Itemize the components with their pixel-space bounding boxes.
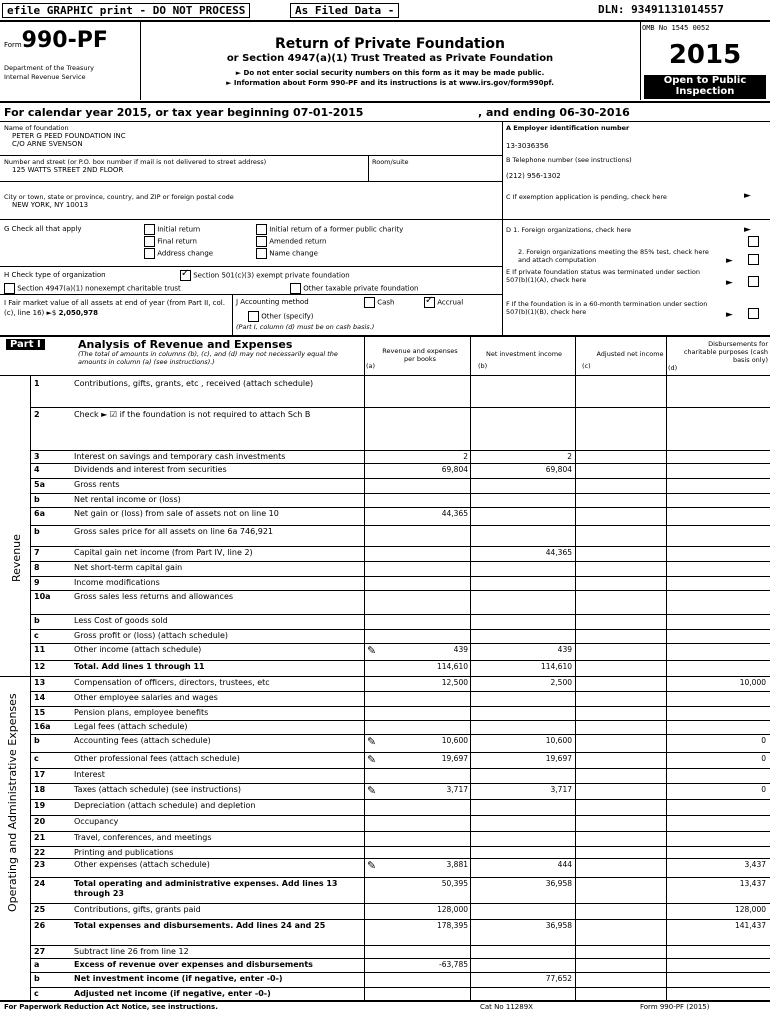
f-checkbox[interactable] [748,308,759,319]
room-label: Room/suite [372,158,409,166]
line-description: Adjusted net income (if negative, enter -0-) [74,989,271,998]
line-number: 7 [34,548,40,557]
row-rule [30,958,770,959]
col-d-letter: (d) [668,364,678,372]
line-description: Depreciation (attach schedule) and depletion [74,801,256,810]
col-a-value: 3,881 [446,860,468,869]
arrow-icon: ► [726,278,733,288]
dln-label: DLN: 93491131014557 [598,3,724,16]
info-note: ► Information about Form 990-PF and its instructions is at www.irs.gov/form990pf. [226,79,554,87]
calendar-rule [0,121,770,122]
col-b-value: 44,365 [545,548,572,557]
col-b-value: 10,600 [545,736,572,745]
col-b-value: 2 [567,452,572,461]
line-number: 25 [34,905,46,914]
col-b-value: 19,697 [545,754,572,763]
filed-label: As Filed Data - [290,3,399,18]
footer-paperwork: For Paperwork Reduction Act Notice, see instructions. [4,1003,218,1011]
col-b-value: 36,958 [545,879,572,888]
form-number-text: 990-PF [21,28,108,53]
line-number: 18 [34,785,46,794]
j-label: J Accounting method [236,298,309,306]
row-rule [30,783,770,784]
fmv-value: 2,050,978 [58,309,98,317]
line-number: 20 [34,817,46,826]
footer-cat: Cat No 11289X [480,1003,533,1011]
col-a-value: 114,610 [436,662,468,671]
col-a-value: 10,600 [441,736,468,745]
line-description: Accounting fees (attach schedule) [74,736,211,745]
arrow-icon: ► [744,191,751,201]
footer-form: Form 990-PF (2015) [640,1003,710,1011]
cash-label: Cash [377,298,395,307]
row-rule [30,463,770,464]
line-description: Dividends and interest from securities [74,465,227,474]
col-a-value: 19,697 [441,754,468,763]
checkbox-icon[interactable] [248,311,259,322]
irs-label: Internal Revenue Service [4,73,86,81]
line-description: Total operating and administrative expenses. Add lines 13 through 23 [74,879,338,898]
initial-former-check[interactable] [256,224,403,235]
name-change-check[interactable] [256,248,318,259]
line-description: Gross rents [74,480,120,489]
line-number: 26 [34,921,46,930]
line-description: Other employee salaries and wages [74,693,218,702]
row-rule [30,576,770,577]
other-method-check[interactable] [248,311,313,322]
cash-check[interactable] [364,297,395,308]
arrow-icon: ► [744,225,751,235]
f-label: F If the foundation is in a 60-month termination under section 507(b)(1)(B), check here [506,300,708,316]
rule [0,181,502,182]
row-rule [30,546,770,547]
accrual-check[interactable] [424,297,463,308]
line-description: Taxes (attach schedule) (see instructions) [74,785,241,794]
arrow-icon: ► [726,256,733,266]
row-rule [30,660,770,661]
rule [364,335,365,1000]
line-number: 17 [34,770,46,779]
line-number: 8 [34,563,40,572]
arrow-icon: ► [726,310,733,320]
h-501c3-check[interactable] [180,270,350,281]
line-description: Less Cost of goods sold [74,616,168,625]
line-number: 16a [34,722,51,731]
line-description: Income modifications [74,578,160,587]
part-tag: Part I [6,339,45,350]
checkbox-checked-icon[interactable] [424,297,435,308]
line-description: Other expenses (attach schedule) [74,860,210,869]
row-rule [30,629,770,630]
line-description: Contributions, gifts, grants, etc , received (attach schedule) [74,379,314,388]
line-number: b [34,527,40,536]
h-4947-check[interactable] [4,283,181,294]
row-rule [30,450,770,451]
line-description: Net gain or (loss) from sale of assets not on line 10 [74,509,279,518]
row-rule [30,799,770,800]
calendar-ending: , and ending 06-30-2016 [478,106,630,119]
line-number: 12 [34,662,46,671]
line-number: 11 [34,645,46,654]
part-title: Analysis of Revenue and Expenses [78,338,293,351]
col-d-value: 13,437 [739,879,766,888]
line-description: Legal fees (attach schedule) [74,722,188,731]
line-description: Net investment income (if negative, enter -0-) [74,974,283,983]
line-number: c [34,989,39,998]
col-d-value: 141,437 [734,921,766,930]
line-number: b [34,736,40,745]
line-number: c [34,754,39,763]
row-rule [30,734,770,735]
rule [0,266,502,267]
e-checkbox[interactable] [748,276,759,287]
attachment-icon[interactable]: ✎ [367,644,377,657]
row-rule [30,493,770,494]
rule [575,335,576,1000]
phone-label: B Telephone number (see instructions) [506,156,632,164]
col-a-value: 439 [453,645,468,654]
row-rule [30,720,770,721]
tax-year: 2015 [668,40,742,70]
checkbox-icon[interactable] [748,254,759,265]
initial-return-label: Initial return [157,225,201,234]
rule [0,155,502,156]
address-change-check[interactable] [144,248,213,259]
col-b-value: 69,804 [545,465,572,474]
form-word: Form [4,41,22,49]
line-number: 10a [34,592,51,601]
col-d-value: 128,000 [734,905,766,914]
d2-label: 2. Foreign organizations meeting the 85% test, check here and attach computation [518,248,709,264]
row-rule [30,972,770,973]
row-rule [30,945,770,946]
row-rule [30,831,770,832]
checkbox-icon[interactable] [290,283,301,294]
initial-former-label: Initial return of a former public charity [269,225,404,234]
line-number: 22 [34,848,46,857]
row-rule [30,643,770,644]
line-description: Gross profit or (loss) (attach schedule) [74,631,229,640]
form-title: Return of Private Foundation [275,36,505,52]
row-rule [30,590,770,591]
rule [0,219,770,220]
checkbox-icon[interactable] [748,276,759,287]
line-number: b [34,495,40,504]
line-number: b [34,616,40,625]
d1-checkbox[interactable] [748,236,759,247]
street-label: Number and street (or P.O. box number if mail is not delivered to street address) [4,158,267,166]
checkbox-icon[interactable] [748,236,759,247]
col-a-value: 3,717 [446,785,468,794]
line-number: c [34,631,39,640]
col-b-letter: (b) [478,362,488,370]
initial-return-check[interactable] [144,224,200,235]
line-description: Net rental income or (loss) [74,495,181,504]
attachment-icon[interactable]: ✎ [367,735,377,748]
row-rule [30,846,770,847]
row-rule [30,478,770,479]
row-rule [30,903,770,904]
i-label [4,298,229,318]
phone-value: (212) 956-1302 [506,172,561,180]
col-a-value: 44,365 [441,509,468,518]
col-b-value: 2,500 [550,678,572,687]
rule [232,294,233,335]
col-c-letter: (c) [582,362,591,370]
rule [0,375,770,376]
checkbox-checked-icon[interactable] [180,270,191,281]
col-d-value: 3,437 [744,860,766,869]
col-a-value: 2 [463,452,468,461]
line-description: Gross sales price for all assets on line 6a 746,921 [74,527,274,536]
col-d-value: 0 [761,785,766,794]
row-rule [30,815,770,816]
line-number: 4 [34,465,40,474]
line-number: 9 [34,578,40,587]
name-change-label: Name change [269,249,318,258]
line-number: 3 [34,452,40,461]
checkbox-icon[interactable] [144,248,155,259]
col-b-value: 36,958 [545,921,572,930]
rule [0,676,34,677]
col-a-value: 178,395 [436,921,468,930]
col-d-value: 0 [761,754,766,763]
line-number: 1 [34,379,40,388]
row-rule [30,507,770,508]
row-rule [30,919,770,920]
rule [368,155,369,181]
checkbox-icon[interactable] [4,283,15,294]
row-rule [30,706,770,707]
j-note: (Part I, column (d) must be on cash basis.) [236,323,375,331]
line-description: Subtract line 26 from line 12 [74,947,189,956]
line-number: 5a [34,480,45,489]
row-rule [30,407,770,408]
attachment-icon[interactable]: ✎ [367,859,377,872]
line-description: Occupancy [74,817,119,826]
city-value: NEW YORK, NY 10013 [12,201,89,209]
line-number: 24 [34,879,46,888]
checkbox-icon[interactable] [364,297,375,308]
e-label: E If private foundation status was terminated under section 507(b)(1)(A), check here [506,268,701,284]
row-rule [30,525,770,526]
foundation-name: PETER G PEED FOUNDATION INC [12,132,126,140]
part-subtitle: (The total of amounts in columns (b), (c), and (d) may not necessarily equal the amounts in column (a) (see instructions).) [78,350,338,366]
line-description: Total. Add lines 1 through 11 [74,662,205,671]
line-description: Check ► ☑ if the foundation is not required to attach Sch B [74,410,311,419]
col-a-value: 128,000 [436,905,468,914]
rule [30,375,31,1000]
final-return-label: Final return [157,237,197,246]
d1-label: D 1. Foreign organizations, check here [506,226,632,234]
row-rule [30,768,770,769]
row-rule [30,877,770,878]
rule [666,335,667,1000]
line-number: 15 [34,708,46,717]
h-501c3-label: Section 501(c)(3) exempt private foundation [193,271,350,280]
line-description: Other professional fees (attach schedule) [74,754,240,763]
h-other-check[interactable] [290,283,418,294]
org-divider [502,121,503,219]
row-rule [30,987,770,988]
row-rule [30,614,770,615]
ssn-note: ► Do not enter social security numbers on this form as it may be made public. [235,69,545,77]
line-description: Travel, conferences, and meetings [74,833,212,842]
col-b-value: 77,652 [545,974,572,983]
street-value: 125 WATTS STREET 2ND FLOOR [12,166,124,174]
line-number: 13 [34,678,46,687]
col-a-value: 69,804 [441,465,468,474]
line-description: Other income (attach schedule) [74,645,202,654]
row-rule [30,676,770,677]
col-a-value: 12,500 [441,678,468,687]
calendar-year: For calendar year 2015, or tax year beginning 07-01-2015 [4,106,364,119]
line-number: a [34,960,40,969]
efile-label: efile GRAPHIC print - DO NOT PROCESS [2,3,250,18]
checkbox-icon[interactable] [144,224,155,235]
col-d-header: Disbursements for charitable purposes (cash basis only) [683,340,768,364]
line-description: Compensation of officers, directors, trustees, etc [74,678,270,687]
line-description: Pension plans, employee benefits [74,708,209,717]
rule [0,1000,770,1002]
rule [0,335,770,337]
col-a-value: 50,395 [441,879,468,888]
line-description: Printing and publications [74,848,174,857]
row-rule [30,858,770,859]
line-description: Gross sales less returns and allowances [74,592,234,601]
attachment-icon[interactable]: ✎ [367,784,377,797]
line-description: Excess of revenue over expenses and disbursements [74,960,313,969]
line-number: 19 [34,801,46,810]
side-expenses-label: Operating and Administrative Expenses [6,693,19,912]
line-description: Total expenses and disbursements. Add lines 24 and 25 [74,921,326,930]
form-subtitle: or Section 4947(a)(1) Trust Treated as Private Foundation [226,53,554,64]
h-4947-label: Section 4947(a)(1) nonexempt charitable trust [17,284,181,293]
line-number: 14 [34,693,46,702]
line-description: Capital gain net income (from Part IV, line 2) [74,548,253,557]
checkbox-icon[interactable] [256,248,267,259]
omb-number: OMB No 1545 0052 [642,24,710,32]
col-a-header: Revenue and expenses per books [382,347,458,363]
line-number: 2 [34,410,40,419]
city-label: City or town, state or province, country, and ZIP or foreign postal code [4,193,234,201]
top-banner [0,0,770,22]
col-a-value: -63,785 [439,960,468,969]
dept-label: Department of the Treasury [4,64,95,72]
attachment-icon[interactable]: ✎ [367,753,377,766]
open-public-badge: Open to Public Inspection [644,75,766,99]
address-change-label: Address change [157,249,214,258]
exemption-pending-label: C If exemption application is pending, check here [506,193,667,201]
rule [470,335,471,1000]
other-method-label: Other (specify) [261,312,314,321]
row-rule [30,691,770,692]
checkbox-icon[interactable] [256,236,267,247]
h-label: H Check type of organization [4,271,106,279]
rule [502,219,503,335]
col-b-header: Net investment income [485,350,563,358]
amended-return-label: Amended return [269,237,327,246]
final-return-check[interactable] [144,236,197,247]
col-d-value: 10,000 [739,678,766,687]
line-description: Interest [74,770,105,779]
line-number: 27 [34,947,46,956]
line-number: 21 [34,833,46,842]
line-description: Contributions, gifts, grants paid [74,905,201,914]
row-rule [30,561,770,562]
side-revenue-label: Revenue [10,534,23,582]
g-label: G Check all that apply [4,225,82,233]
form-number [4,28,108,53]
line-description: Interest on savings and temporary cash investments [74,452,286,461]
col-b-value: 114,610 [540,662,572,671]
name-label: Name of foundation [4,124,69,132]
col-b-value: 3,717 [550,785,572,794]
col-c-header: Adjusted net income [596,350,664,358]
accrual-label: Accrual [437,298,464,307]
care-of: C/O ARNE SVENSON [12,140,83,148]
line-description: Net short-term capital gain [74,563,183,572]
col-d-value: 0 [761,736,766,745]
row-rule [30,752,770,753]
amended-return-check[interactable] [256,236,326,247]
h-other-label: Other taxable private foundation [303,284,419,293]
d2-checkbox[interactable] [748,254,759,265]
checkbox-icon[interactable] [748,308,759,319]
col-b-value: 444 [557,860,572,869]
ein-label: A Employer identification number [506,124,630,132]
line-number: 23 [34,860,46,869]
header-rule [0,101,770,103]
col-b-value: 439 [557,645,572,654]
line-number: b [34,974,40,983]
col-a-letter: (a) [366,362,376,370]
checkbox-icon[interactable] [144,236,155,247]
i-label-text: I Fair market value of all assets at end of year (from Part II, col. (c), line 16) ►$ [4,299,225,317]
line-number: 6a [34,509,45,518]
ein-value: 13-3036356 [506,142,549,150]
checkbox-icon[interactable] [256,224,267,235]
